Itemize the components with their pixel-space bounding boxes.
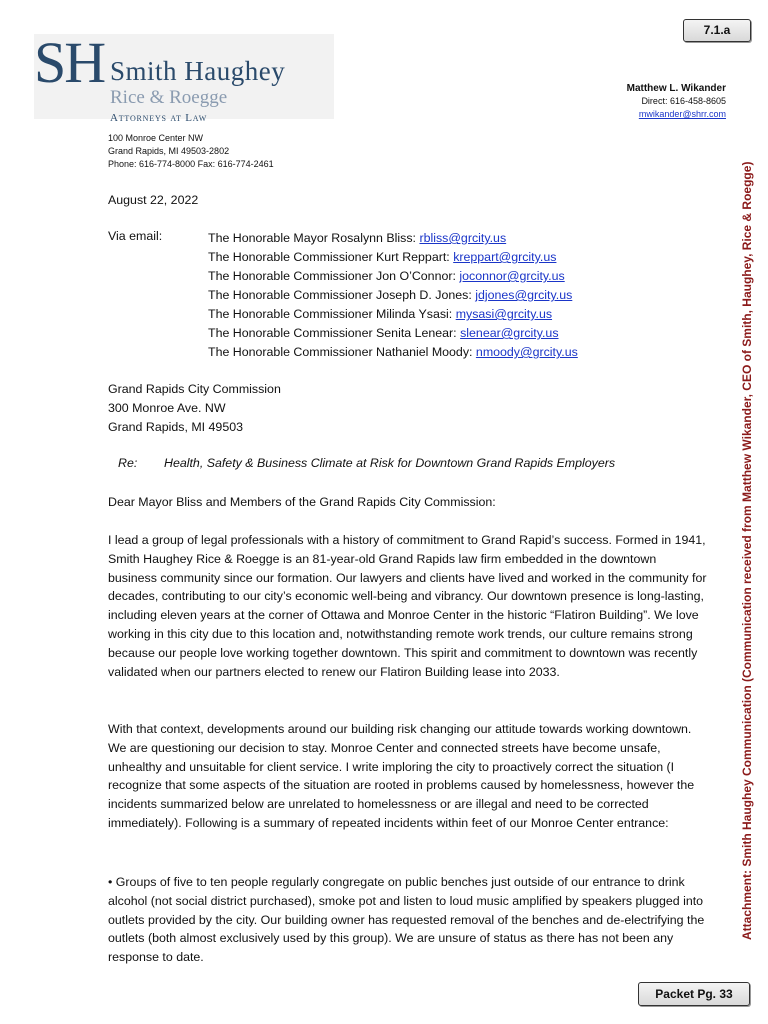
firm-address-phone: Phone: 616-774-8000 Fax: 616-774-2461 bbox=[108, 159, 274, 169]
bullet-icon: • bbox=[108, 875, 113, 889]
sender-block bbox=[627, 82, 726, 121]
recipient-row bbox=[208, 229, 578, 248]
firm-address-city: Grand Rapids, MI 49503-2802 bbox=[108, 146, 230, 156]
recipient-row bbox=[208, 324, 578, 343]
addressee-city: Grand Rapids, MI 49503 bbox=[108, 419, 243, 434]
firm-address-street: 100 Monroe Center NW bbox=[108, 133, 204, 143]
firm-address bbox=[108, 132, 274, 171]
recipient-row bbox=[208, 305, 578, 324]
packet-page-label: Packet Pg. 33 bbox=[638, 982, 750, 1006]
recipient-email-link[interactable]: kreppart@grcity.us bbox=[453, 250, 557, 264]
firm-tagline: Attorneys at Law bbox=[110, 112, 208, 124]
recipient-email-link[interactable]: mysasi@grcity.us bbox=[455, 307, 553, 321]
recipient-title: The Honorable Mayor Rosalynn Bliss: bbox=[208, 231, 416, 245]
attachment-tag: 7.1.a bbox=[683, 19, 751, 42]
recipient-row bbox=[208, 248, 578, 267]
recipient-email-link[interactable]: jdjones@grcity.us bbox=[475, 288, 573, 302]
sender-direct-phone: Direct: 616-458-8605 bbox=[641, 96, 726, 106]
letter-date: August 22, 2022 bbox=[108, 193, 199, 207]
recipient-title: The Honorable Commissioner Kurt Reppart: bbox=[208, 250, 450, 264]
subject-text: Health, Safety & Business Climate at Risk for Downtown Grand Rapids Employers bbox=[164, 456, 616, 470]
recipient-email-link[interactable]: joconnor@grcity.us bbox=[459, 269, 565, 283]
addressee-street: 300 Monroe Ave. NW bbox=[108, 400, 226, 415]
bullet-text: Groups of five to ten people regularly congregate on public benches just outside of our entrance to drink alcohol (not social district purchased), smoke pot and listen to loud music amplified by speakers plugged into outlets provided by the city. Our building owner has requested removal of the benches and de-electrifying the outlets (both almost exclusively used by this group). We are unsure of status as there has not been any response to date. bbox=[108, 875, 705, 965]
recipient-email-link[interactable]: slenear@grcity.us bbox=[460, 326, 559, 340]
body-paragraph-2: With that context, developments around our building risk changing our attitude towards working downtown. We are questioning our decision to stay. Monroe Center and connected streets have become unsafe, unhealthy and unsuitable for client service. I write imploring the city to proactively correct the situation (I recognize that some aspects of the situation are rooted in problems caused by homelessness, however the incidents summarized below are unrelated to homelessness or are illegal and need to be corrected immediately). Following is a summary of repeated incidents within feet of our Monroe Center entrance: bbox=[108, 722, 695, 830]
body-paragraph-1: I lead a group of legal professionals with a history of commitment to Grand Rapid’s success. Formed in 1941, Smith Haughey Rice & Roegge is an 81-year-old Grand Rapids law firm embedded in the downtown business community since our formation. Our lawyers and clients have lived and worked in the community for decades, contributing to our city’s economic well-being and vibrancy. Our downtown presence is long-lasting, including eleven years at the corner of Ottawa and Monroe Center in the historic “Flatiron Building”. We love working in this city due to this location and, notwithstanding remote work trends, our culture remains strong because our people love working together downtown. This spirit and commitment to downtown was recently validated when our partners elected to renew our Flatiron Building lease into 2033. bbox=[108, 533, 707, 679]
recipient-title: The Honorable Commissioner Milinda Ysasi: bbox=[208, 307, 453, 321]
recipient-row bbox=[208, 343, 578, 362]
via-email-label: Via email: bbox=[108, 229, 163, 243]
sender-email-link[interactable]: mwikander@shrr.com bbox=[638, 109, 726, 119]
addressee-block bbox=[108, 380, 708, 436]
firm-logo-mark: SH bbox=[34, 30, 105, 95]
recipient-title: The Honorable Commissioner Joseph D. Jones: bbox=[208, 288, 472, 302]
firm-name-line1: Smith Haughey bbox=[110, 56, 286, 86]
recipient-row bbox=[208, 267, 578, 286]
recipient-email-link[interactable]: rbliss@grcity.us bbox=[419, 231, 507, 245]
firm-name-line2: Rice & Roegge bbox=[110, 87, 228, 108]
sender-name: Matthew L. Wikander bbox=[626, 83, 726, 94]
recipient-title: The Honorable Commissioner Senita Lenear: bbox=[208, 326, 457, 340]
recipient-title: The Honorable Commissioner Jon O’Connor: bbox=[208, 269, 456, 283]
attachment-side-note: Attachment: Smith Haughey Communication (Communication received from Matthew Wikander, CEO of Smith, Haughey, Rice & Roegge) bbox=[740, 161, 754, 940]
recipient-row bbox=[208, 286, 578, 305]
recipient-email-link[interactable]: nmoody@grcity.us bbox=[475, 345, 578, 359]
subject-line bbox=[118, 456, 615, 470]
bullet-item-1 bbox=[108, 873, 708, 967]
recipient-title: The Honorable Commissioner Nathaniel Moody: bbox=[208, 345, 473, 359]
salutation: Dear Mayor Bliss and Members of the Grand Rapids City Commission: bbox=[108, 495, 496, 509]
recipient-list bbox=[208, 229, 578, 362]
addressee-name: Grand Rapids City Commission bbox=[108, 382, 281, 396]
subject-label: Re: bbox=[118, 456, 138, 470]
